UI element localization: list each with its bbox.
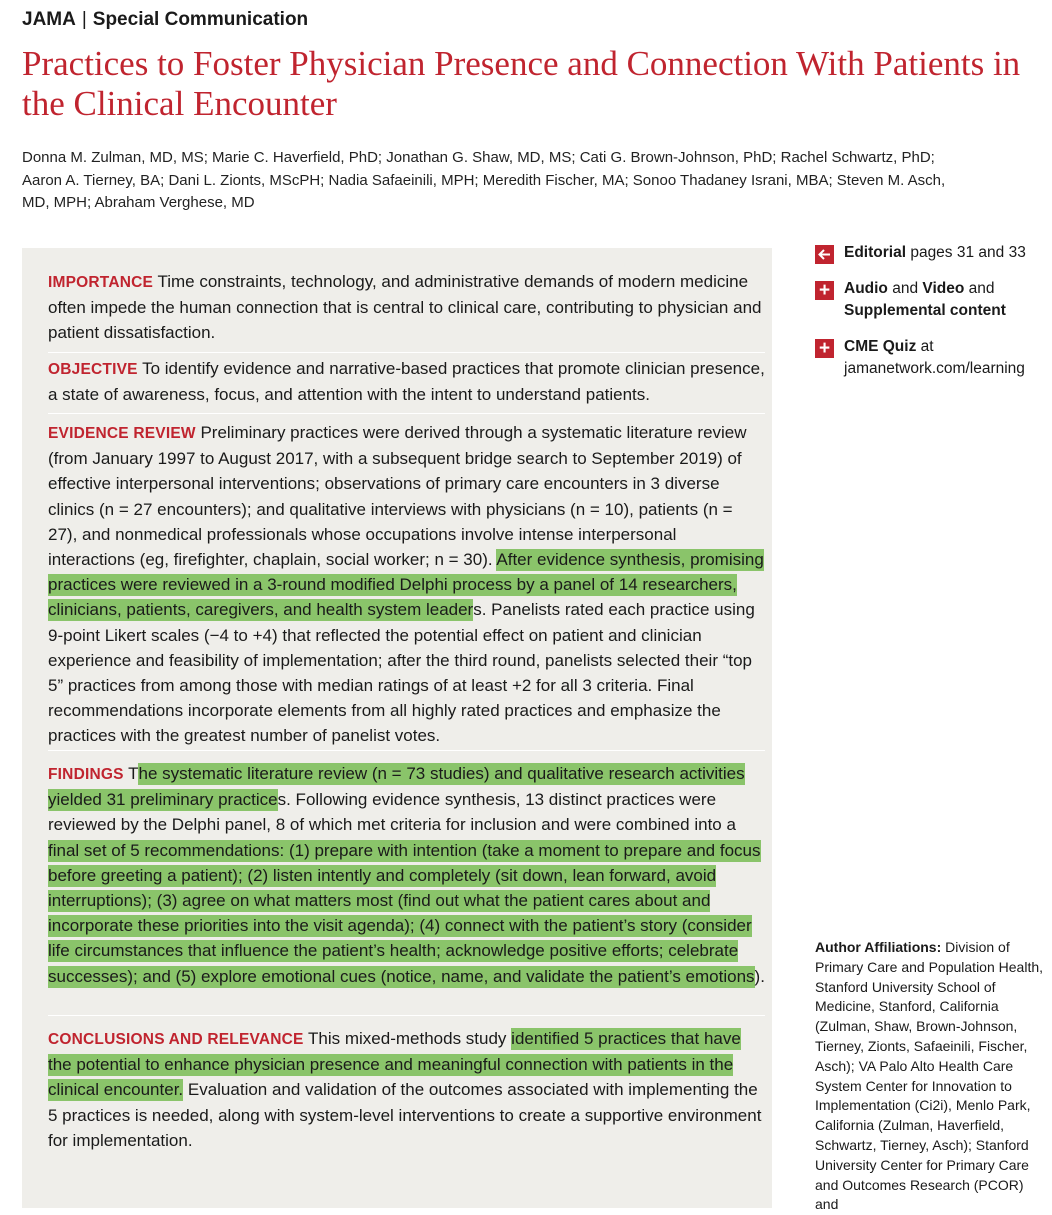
- findings-highlight: he systematic literature review (n = 73 studies) and qualitative research activities yielded 31 preliminary practice: [48, 764, 745, 810]
- cme-url[interactable]: jamanetwork.com/learning: [844, 360, 1025, 377]
- cme-at: at: [916, 338, 934, 355]
- plus-icon: +: [815, 281, 834, 300]
- affiliations-text: Division of Primary Care and Population Health, Stanford University School of Medicine, Stanford, California (Zulman, Shaw, Brown-Johnson, Tierney, Zionts, Safaeinili, Fischer, Asch); VA Palo Alto Health Care System Center for Innovation to Implementation (Ci2i), Menlo Park, California (Zulman, Haverfield, Schwartz, Tierney, Asch); Stanford University Center for Primary Care and Outcomes Research (PCOR) and: [815, 939, 1044, 1213]
- abstract-conclusions: [48, 1026, 765, 1153]
- conclusions-text-cont: Evaluation and validation of the outcomes associated with implementing the 5 practices is needed, along with system-level interventions to create a supportive environment for implementation.: [48, 1080, 762, 1150]
- author-affiliations: [815, 938, 1047, 1215]
- abstract-findings: [48, 761, 765, 989]
- plus-icon: +: [815, 339, 834, 358]
- importance-label: IMPORTANCE: [48, 274, 154, 291]
- editorial-pages: pages 31 and 33: [906, 244, 1026, 261]
- article-sidebar: [815, 242, 1045, 394]
- objective-text: To identify evidence and narrative-based practices that promote clinician presence, a state of awareness, focus, and attention with the intent to understand patients.: [48, 359, 765, 405]
- findings-recommendations-highlight: final set of 5 recommendations: (1) prepare with intention (take a moment to prepare and focus before greeting a patient); (2) listen intently and completely (sit down, lean forward, avoid interruptions); (3) agree on what matters most (find out what the patient cares about and incorporate these priorities into the visit agenda); (4) connect with the patient’s story (consider life circumstances that influence the patient’s health; acknowledge positive efforts; celebrate successes); and (5) explore emotional cues (notice, name, and validate the patient’s emotions: [48, 840, 761, 986]
- objective-label: OBJECTIVE: [48, 361, 138, 378]
- findings-text: T: [128, 764, 139, 783]
- header-separator: |: [81, 9, 87, 30]
- media-text: and: [887, 280, 923, 297]
- evidence-review-text-cont: s. Panelists rated each practice using 9-point Likert scales (−4 to +4) that reflected the potential effect on patient and clinician experience and feasibility of implementation; after the third round, panelists selected their “top 5” practices from among those with median ratings of at least +2 for all 3 criteria. Final recommendations incorporate elements from all highly rated practices and emphasize the practices with the greatest number of panelist votes.: [48, 600, 755, 746]
- audio-label[interactable]: Audio: [844, 280, 888, 297]
- findings-text-cont: s. Following evidence synthesis, 13 distinct practices were reviewed by the Delphi panel, 8 of which met criteria for inclusion and were combined into a: [48, 790, 736, 835]
- cme-quiz-label[interactable]: CME Quiz: [844, 338, 917, 355]
- conclusions-text: This mixed-methods study: [308, 1029, 512, 1048]
- conclusions-highlight: identified 5 practices that have the potential to enhance physician presence and meaningful connection with patients in the clinical encounter.: [48, 1029, 741, 1100]
- evidence-review-text: Preliminary practices were derived through a systematic literature review (from January 1997 to August 2017, with a subsequent bridge search to September 2019) of effective interpersonal interventions; observations of primary care encounters in 3 diverse clinics (n = 27 encounters); and qualitative interviews with physicians (n = 10), patients (n = 27), and nonmedical professionals whose occupations involve intense interpersonal interactions (eg, firefighter, chaplain, social worker; n = 30).: [48, 423, 747, 570]
- media-text: and: [964, 280, 995, 297]
- findings-text-end: ).: [754, 966, 765, 986]
- journal-name: JAMA: [22, 9, 76, 30]
- editorial-label[interactable]: Editorial: [844, 244, 907, 261]
- abstract-evidence-review: [48, 420, 765, 749]
- article-title: Practices to Foster Physician Presence and Connection With Patients in the Clinical Encounter: [22, 44, 1021, 123]
- arrow-left-icon: [815, 245, 834, 264]
- evidence-review-highlight: After evidence synthesis, promising practices were reviewed in a 3-round modified Delphi process by a panel of 14 researchers, clinicians, patients, caregivers, and health system leader: [48, 550, 764, 620]
- media-link[interactable]: [815, 278, 1045, 322]
- section-divider: [48, 1015, 765, 1016]
- abstract-importance: [48, 269, 765, 346]
- evidence-review-label: EVIDENCE REVIEW: [48, 425, 196, 442]
- section-divider: [48, 352, 765, 353]
- journal-header: [22, 9, 308, 31]
- conclusions-label: CONCLUSIONS AND RELEVANCE: [48, 1031, 304, 1048]
- cme-quiz-link[interactable]: [815, 336, 1045, 380]
- abstract-box: [22, 248, 772, 1208]
- importance-text: Time constraints, technology, and administrative demands of modern medicine often impede the human connection that is central to clinical care, contributing to physician and patient dissatisfaction.: [48, 272, 762, 343]
- section-divider: [48, 413, 765, 414]
- supplemental-label[interactable]: Supplemental content: [844, 302, 1006, 319]
- video-label[interactable]: Video: [922, 280, 965, 297]
- author-list: Donna M. Zulman, MD, MS; Marie C. Haverfield, PhD; Jonathan G. Shaw, MD, MS; Cati G. Brown-Johnson, PhD; Rachel Schwartz, PhD; Aaron A. Tierney, BA; Dani L. Zionts, MScPH; Nadia Safaeinili, MPH; Meredith Fischer, MA; Sonoo Thadaney Israni, MBA; Steven M. Asch, MD, MPH; Abraham Verghese, MD: [22, 149, 946, 211]
- findings-label: FINDINGS: [48, 766, 124, 783]
- abstract-objective: [48, 356, 765, 407]
- section-divider: [48, 750, 765, 751]
- editorial-link[interactable]: [815, 242, 1045, 264]
- affiliations-label: Author Affiliations:: [815, 939, 942, 955]
- article-type: Special Communication: [92, 9, 309, 30]
